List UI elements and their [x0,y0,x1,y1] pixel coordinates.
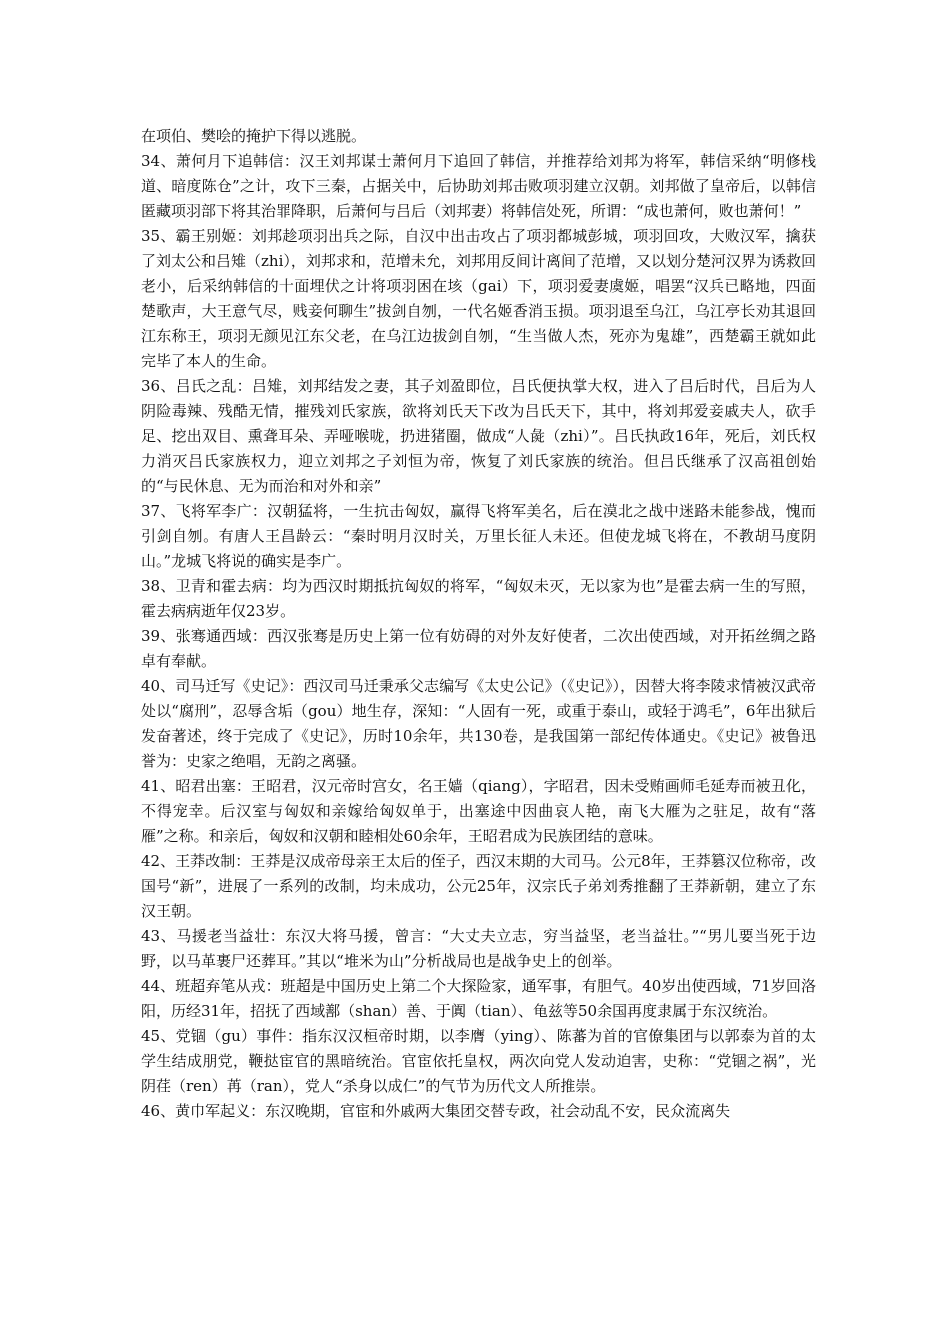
paragraph-37-li-guang: 37、飞将军李广：汉朝猛将，一生抗击匈奴，赢得飞将军美名，后在漠北之战中迷路未能参战，愧而引剑自刎。有唐人王昌龄云：“秦时明月汉时关，万里长征人未还。但使龙城飞将在，不教胡马度阴山。”龙城飞将说的确实是李广。 [141,502,816,570]
paragraph-escape-ending: 在项伯、樊哙的掩护下得以逃脱。 [141,127,367,145]
paragraph-42-wang-mang: 42、王莽改制：王莽是汉成帝母亲王太后的侄子，西汉末期的大司马。公元8年，王莽篡汉位称帝，改国号“新”，进展了一系列的改制，均未成功，公元25年，汉宗氏子弟刘秀推翻了王莽新朝，建立了东汉王朝。 [141,852,816,920]
paragraph-36-lu-rebellion: 36、吕氏之乱：吕雉，刘邦结发之妻，其子刘盈即位，吕氏便执掌大权，进入了吕后时代，吕后为人阴险毒辣、残酷无情，摧残刘氏家族，欲将刘氏天下改为吕氏天下，其中，将刘邦爱妾戚夫人，砍手足、挖出双目、熏聋耳朵、弄哑喉咙，扔进猪圈，做成“人彘（zhi）”。吕氏执政16年，死后，刘氏权力消灭吕氏家族权力，迎立刘邦之子刘恒为帝，恢复了刘氏家族的统治。但吕氏继承了汉高祖创始的“与民休息、无为而治和对外和亲” [141,377,816,495]
paragraph-46-yellow-turban: 46、黄巾军起义：东汉晚期，官宦和外戚两大集团交替专政，社会动乱不安，民众流离失 [141,1102,731,1120]
paragraph-35-farewell-concubine: 35、霸王别姬：刘邦趁项羽出兵之际，自汉中出击攻占了项羽都城彭城，项羽回攻，大败汉军，擒获了刘太公和吕雉（zhi），刘邦求和，范增未允，刘邦用反间计离间了范增，又以划分楚河汉界为诱救回老小，后采纳韩信的十面埋伏之计将项羽困在垓（gai）下，项羽爱妻虞姬，唱罢“汉兵已略地，四面楚歌声，大王意气尽，贱妾何聊生”拔剑自刎，一代名姬香消玉损。项羽退至乌江，乌江亭长劝其退回江东称王，项羽无颜见江东父老，在乌江边拔剑自刎，“生当做人杰，死亦为鬼雄”，西楚霸王就如此完毕了本人的生命。 [141,227,816,370]
paragraph-41-wang-zhaojun: 41、昭君出塞：王昭君，汉元帝时宫女，名王嫱（qiang），字昭君，因未受贿画师毛延寿而被丑化，不得宠幸。后汉室与匈奴和亲嫁给匈奴单于，出塞途中因曲哀人艳，南飞大雁为之驻足，故有“落雁”之称。和亲后，匈奴和汉朝和睦相处60余年，王昭君成为民族团结的意味。 [141,777,816,845]
paragraph-38-wei-qing-huo-qubing: 38、卫青和霍去病：均为西汉时期抵抗匈奴的将军，“匈奴未灭，无以家为也”是霍去病一生的写照，霍去病病逝年仅23岁。 [141,577,816,620]
paragraph-43-ma-yuan: 43、马援老当益壮：东汉大将马援，曾言：“大丈夫立志，穷当益坚，老当益壮。”“男儿要当死于边野，以马革裹尸还葬耳。”其以“堆米为山”分析战局也是战争史上的创举。 [141,927,816,970]
document-body [141,124,816,1124]
paragraph-45-danggu: 45、党锢（gu）事件：指东汉汉桓帝时期，以李膺（ying）、陈蕃为首的官僚集团与以郭泰为首的太学生结成朋党，鞭挞宦官的黑暗统治。官宦依托皇权，两次向党人发动迫害，史称：“党锢之祸”，光阴荏（ren）苒（ran），党人“杀身以成仁”的气节为历代文人所推崇。 [141,1027,816,1095]
paragraph-34-xiao-he: 34、萧何月下追韩信：汉王刘邦谋士萧何月下追回了韩信，并推荐给刘邦为将军，韩信采纳“明修栈道、暗度陈仓”之计，攻下三秦，占据关中，后协助刘邦击败项羽建立汉朝。刘邦做了皇帝后，以韩信匿藏项羽部下将其治罪降职，后萧何与吕后（刘邦妻）将韩信处死，所谓：“成也萧何，败也萧何！” [141,152,816,220]
paragraph-44-ban-chao: 44、班超弃笔从戎：班超是中国历史上第二个大探险家，通军事，有胆气。40岁出使西域，71岁回洛阳，历经31年，招抚了西域鄯（shan）善、于阗（tian）、龟兹等50余国再度隶属于东汉统治。 [141,977,816,1020]
paragraph-39-zhang-qian: 39、张骞通西域：西汉张骞是历史上第一位有妨碍的对外友好使者，二次出使西域，对开拓丝绸之路卓有奉献。 [141,627,816,670]
paragraph-40-sima-qian: 40、司马迁写《史记》：西汉司马迁秉承父志编写《太史公记》（《史记》），因替大将李陵求情被汉武帝处以“腐刑”，忍辱含垢（gou）地生存，深知：“人固有一死，或重于泰山，或轻于鸿毛”，6年出狱后发奋著述，终于完成了《史记》，历时10余年，共130卷，是我国第一部纪传体通史。《史记》被鲁迅誉为：史家之绝唱，无韵之离骚。 [141,677,816,770]
